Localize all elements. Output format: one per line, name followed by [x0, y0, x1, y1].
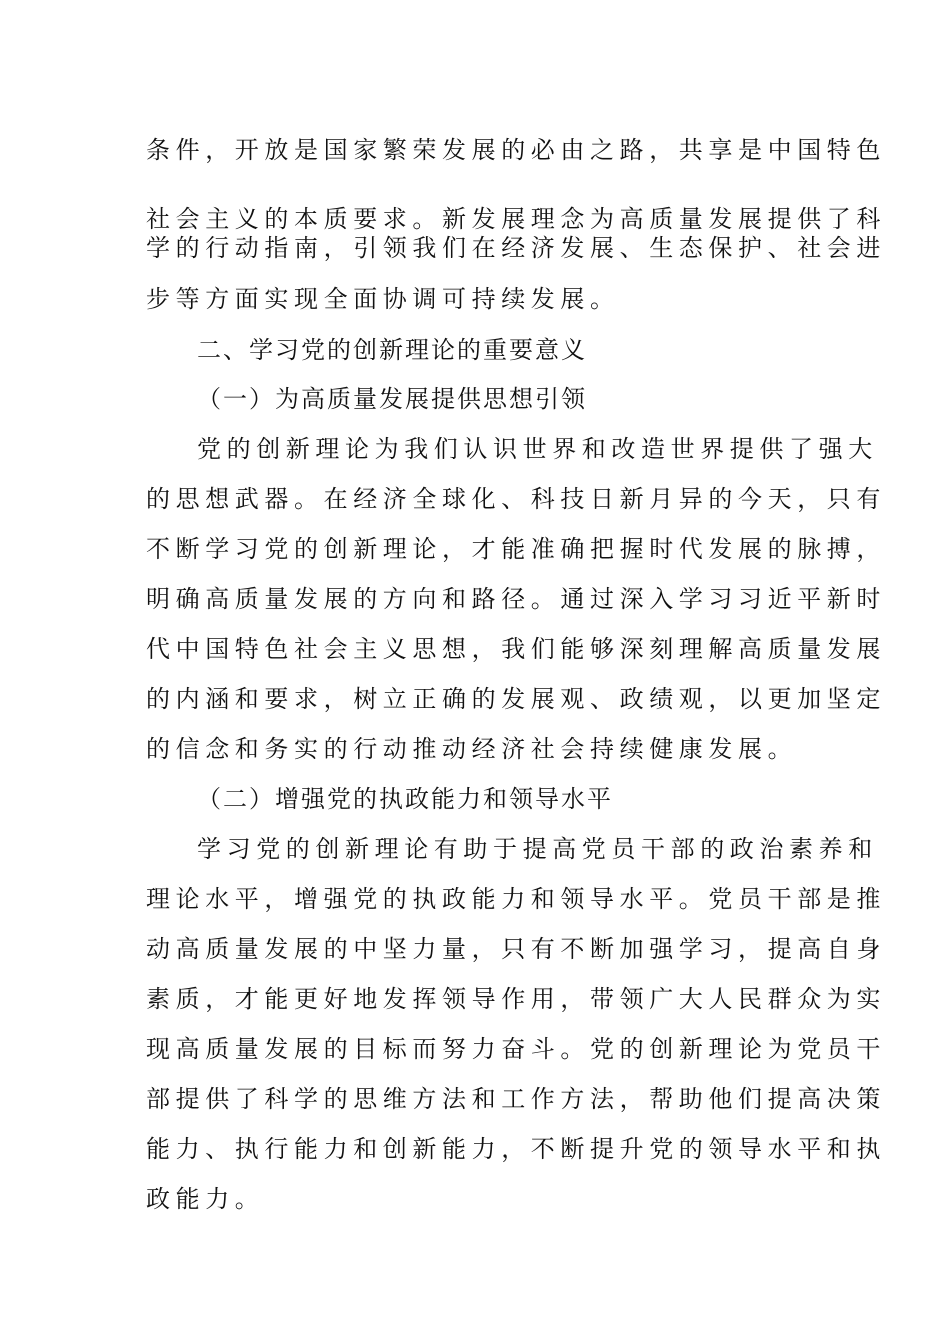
paragraph-line: 学习党的创新理论有助于提高党员干部的政治素养和 [197, 835, 878, 863]
paragraph-line: 理论水平，增强党的执政能力和领导水平。党员干部是推 [146, 885, 886, 913]
paragraph-line: 党的创新理论为我们认识世界和改造世界提供了强大 [197, 435, 878, 463]
paragraph-line: 明确高质量发展的方向和路径。通过深入学习习近平新时 [146, 585, 886, 613]
subsection-heading: （一）为高质量发展提供思想引领 [197, 385, 587, 413]
paragraph-line: 现高质量发展的目标而努力奋斗。党的创新理论为党员干 [146, 1035, 886, 1063]
section-heading: 二、学习党的创新理论的重要意义 [197, 336, 587, 364]
paragraph-line: 步等方面实现全面协调可持续发展。 [146, 285, 620, 313]
subsection-heading: （二）增强党的执政能力和领导水平 [197, 785, 613, 813]
paragraph-line: 学的行动指南，引领我们在经济发展、生态保护、社会进 [146, 234, 886, 262]
paragraph-line: 动高质量发展的中坚力量，只有不断加强学习，提高自身 [146, 935, 886, 963]
paragraph-line: 的思想武器。在经济全球化、科技日新月异的今天，只有 [146, 485, 886, 513]
paragraph-line: 素质，才能更好地发挥领导作用，带领广大人民群众为实 [146, 985, 886, 1013]
paragraph-line: 不断学习党的创新理论，才能准确把握时代发展的脉搏， [146, 535, 886, 563]
paragraph-line: 条件，开放是国家繁荣发展的必由之路，共享是中国特色 [146, 136, 886, 164]
paragraph-line: 政能力。 [146, 1185, 265, 1213]
paragraph-line: 部提供了科学的思维方法和工作方法，帮助他们提高决策 [146, 1085, 886, 1113]
paragraph-line: 能力、执行能力和创新能力，不断提升党的领导水平和执 [146, 1135, 886, 1163]
paragraph-line: 的内涵和要求，树立正确的发展观、政绩观，以更加坚定 [146, 685, 886, 713]
paragraph-line: 代中国特色社会主义思想，我们能够深刻理解高质量发展 [146, 635, 886, 663]
paragraph-line: 的信念和务实的行动推动经济社会持续健康发展。 [146, 735, 798, 763]
paragraph-line: 社会主义的本质要求。新发展理念为高质量发展提供了科 [146, 205, 886, 233]
